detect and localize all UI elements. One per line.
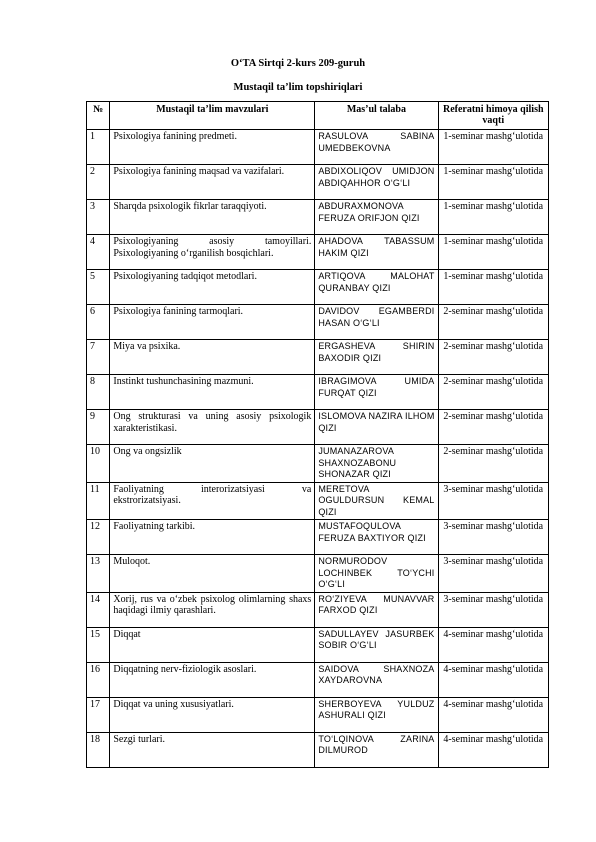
row-topic: Faoliyatning interorizatsiyasi va ekstrorizatsiyasi.	[110, 482, 315, 520]
row-time: 2-seminar mashg‘ulotida	[438, 305, 548, 340]
row-topic: Muloqot.	[110, 555, 315, 593]
row-number: 10	[87, 445, 110, 483]
row-time: 4-seminar mashg‘ulotida	[438, 732, 548, 767]
row-time: 2-seminar mashg‘ulotida	[438, 375, 548, 410]
row-number: 11	[87, 482, 110, 520]
row-time: 3-seminar mashg‘ulotida	[438, 555, 548, 593]
row-topic: Psixologiyaning tadqiqot metodlari.	[110, 270, 315, 305]
row-time: 3-seminar mashg‘ulotida	[438, 482, 548, 520]
row-topic: Diqqatning nerv-fiziologik asoslari.	[110, 662, 315, 697]
row-time: 2-seminar mashg‘ulotida	[438, 445, 548, 483]
row-number: 5	[87, 270, 110, 305]
row-time: 3-seminar mashg‘ulotida	[438, 592, 548, 627]
row-number: 18	[87, 732, 110, 767]
table-row	[87, 555, 549, 593]
row-topic: Ong strukturasi va uning asosiy psixologik xarakteristikasi.	[110, 410, 315, 445]
row-number: 6	[87, 305, 110, 340]
row-topic: Psixologiya fanining tarmoqlari.	[110, 305, 315, 340]
row-number: 9	[87, 410, 110, 445]
row-student: SADULLAYEV JASURBEK SOBIR O‘G‘LI	[315, 627, 438, 662]
row-topic: Sezgi turlari.	[110, 732, 315, 767]
table-row	[87, 592, 549, 627]
row-topic: Sharqda psixologik fikrlar taraqqiyoti.	[110, 200, 315, 235]
row-number: 13	[87, 555, 110, 593]
table-row	[87, 270, 549, 305]
row-topic: Xorij, rus va o‘zbek psixolog olimlarning shaxs haqidagi ilmiy qarashlari.	[110, 592, 315, 627]
table-row	[87, 445, 549, 483]
row-student: AHADOVA TABASSUM HAKIM QIZI	[315, 235, 438, 270]
table-header-row	[87, 102, 549, 130]
row-time: 3-seminar mashg‘ulotida	[438, 520, 548, 555]
row-student: ARTIQOVA MALOHAT QURANBAY QIZI	[315, 270, 438, 305]
row-student: RO‘ZIYEVA MUNAVVAR FARXOD QIZI	[315, 592, 438, 627]
row-topic: Faoliyatning tarkibi.	[110, 520, 315, 555]
table-row	[87, 340, 549, 375]
row-student: MUSTAFOQULOVA FERUZA BAXTIYOR QIZI	[315, 520, 438, 555]
row-time: 1-seminar mashg‘ulotida	[438, 235, 548, 270]
row-number: 14	[87, 592, 110, 627]
row-number: 2	[87, 165, 110, 200]
row-number: 8	[87, 375, 110, 410]
row-student: JUMANAZAROVA SHAXNOZABONU SHONAZAR QIZI	[315, 445, 438, 483]
column-header-topic: Mustaqil ta’lim mavzulari	[110, 102, 315, 130]
row-time: 1-seminar mashg‘ulotida	[438, 165, 548, 200]
row-number: 15	[87, 627, 110, 662]
table-row	[87, 662, 549, 697]
row-student: SHERBOYEVA YULDUZ ASHURALI QIZI	[315, 697, 438, 732]
row-student: ABDURAXMONOVA FERUZA ORIFJON QIZI	[315, 200, 438, 235]
table-row	[87, 482, 549, 520]
row-topic: Ong va ongsizlik	[110, 445, 315, 483]
row-topic: Psixologiyaning asosiy tamoyillari. Psixologiyaning o‘rganilish bosqichlari.	[110, 235, 315, 270]
table-row	[87, 200, 549, 235]
row-number: 16	[87, 662, 110, 697]
row-topic: Diqqat va uning xususiyatlari.	[110, 697, 315, 732]
table-row	[87, 697, 549, 732]
table-row	[87, 130, 549, 165]
row-number: 7	[87, 340, 110, 375]
row-number: 17	[87, 697, 110, 732]
row-topic: Diqqat	[110, 627, 315, 662]
row-time: 4-seminar mashg‘ulotida	[438, 627, 548, 662]
table-row	[87, 235, 549, 270]
row-student: ISLOMOVA NAZIRA ILHOM QIZI	[315, 410, 438, 445]
assignments-table	[86, 101, 549, 768]
row-student: DAVIDOV EGAMBERDI HASAN O‘G‘LI	[315, 305, 438, 340]
row-topic: Instinkt tushunchasining mazmuni.	[110, 375, 315, 410]
row-number: 1	[87, 130, 110, 165]
column-header-time: Referatni himoya qilish vaqti	[438, 102, 548, 130]
row-time: 1-seminar mashg‘ulotida	[438, 130, 548, 165]
row-time: 1-seminar mashg‘ulotida	[438, 270, 548, 305]
row-time: 2-seminar mashg‘ulotida	[438, 410, 548, 445]
row-time: 4-seminar mashg‘ulotida	[438, 697, 548, 732]
row-student: MERETOVA OGULDURSUN KEMAL QIZI	[315, 482, 438, 520]
column-header-number: №	[87, 102, 110, 130]
document-subtitle: Mustaqil ta’lim topshiriqlari	[233, 82, 363, 93]
table-row	[87, 305, 549, 340]
table-row	[87, 520, 549, 555]
row-time: 1-seminar mashg‘ulotida	[438, 200, 548, 235]
row-student: ERGASHEVA SHIRIN BAXODIR QIZI	[315, 340, 438, 375]
row-student: RASULOVA SABINA UMEDBEKOVNA	[315, 130, 438, 165]
row-topic: Miya va psixika.	[110, 340, 315, 375]
row-student: TO‘LQINOVA ZARINA DILMUROD	[315, 732, 438, 767]
row-student: ABDIXOLIQOV UMIDJON ABDIQAHHOR O‘G‘LI	[315, 165, 438, 200]
row-number: 4	[87, 235, 110, 270]
row-topic: Psixologiya fanining maqsad va vazifalari.	[110, 165, 315, 200]
table-row	[87, 627, 549, 662]
row-number: 3	[87, 200, 110, 235]
row-number: 12	[87, 520, 110, 555]
row-student: IBRAGIMOVA UMIDA FURQAT QIZI	[315, 375, 438, 410]
row-time: 2-seminar mashg‘ulotida	[438, 340, 548, 375]
table-row	[87, 165, 549, 200]
row-student: SAIDOVA SHAXNOZA XAYDAROVNA	[315, 662, 438, 697]
document-title: O‘TA Sirtqi 2-kurs 209-guruh	[230, 58, 366, 69]
row-student: NORMURODOV LOCHINBEK TO‘YCHI O‘G‘LI	[315, 555, 438, 593]
table-row	[87, 375, 549, 410]
row-time: 4-seminar mashg‘ulotida	[438, 662, 548, 697]
table-row	[87, 732, 549, 767]
table-body	[87, 130, 549, 768]
row-topic: Psixologiya fanining predmeti.	[110, 130, 315, 165]
column-header-student: Mas’ul talaba	[315, 102, 438, 130]
table-row	[87, 410, 549, 445]
